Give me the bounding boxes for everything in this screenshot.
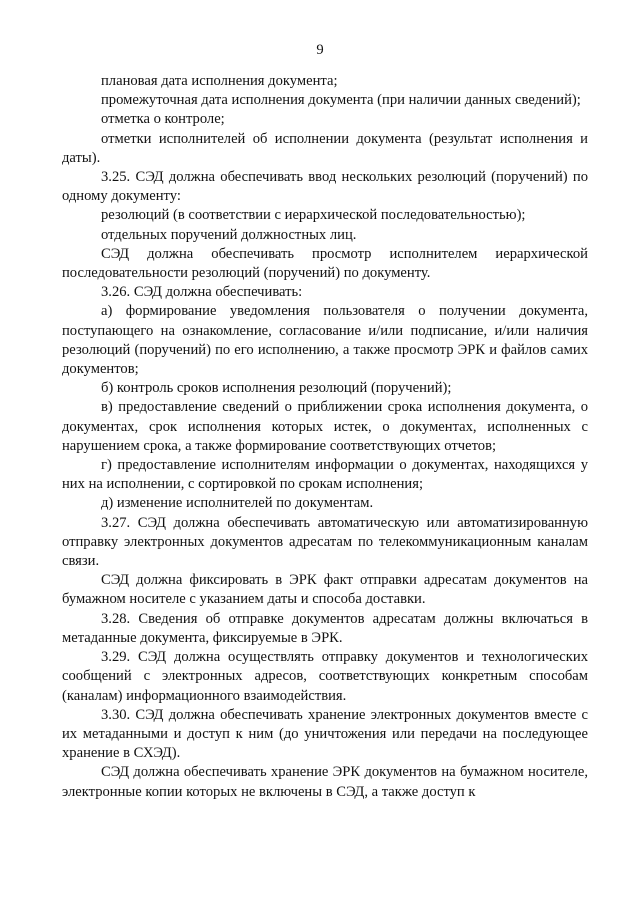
paragraph: отдельных поручений должностных лиц. — [101, 226, 357, 243]
paragraph: отметки исполнителей об исполнении документа (результат исполнения и даты). — [62, 130, 588, 166]
paragraph: 3.29. СЭД должна осуществлять отправку документов и технологических сообщений с электронных адресов, соответствующих конкретным способам (каналам) информационного взаимодействия. — [62, 649, 588, 704]
paragraph: СЭД должна обеспечивать хранение ЭРК документов на бумажном носителе, электронные копии которых не включены в СЭД, а также доступ к — [62, 764, 588, 800]
paragraph: СЭД должна обеспечивать просмотр исполнителем иерархической последовательности резолюций (поручений) по документу. — [62, 245, 588, 282]
paragraph: г) предоставление исполнителям информации о документах, находящихся у них на исполнении, с сортировкой по срокам исполнения; — [62, 457, 588, 493]
paragraph: 3.27. СЭД должна обеспечивать автоматическую или автоматизированную отправку электронных документов адресатам по телекоммуникационным каналам связи. — [62, 514, 588, 570]
paragraph: промежуточная дата исполнения документа (при наличии данных сведений); — [101, 92, 581, 109]
paragraph: а) формирование уведомления пользователя о получении документа, поступающего на ознакомление, согласование и/или подписание, и/или наличия резолюций (поручений) по его исполнению, а также просмотр ЭРК и файлов самих документов; — [62, 303, 588, 378]
paragraph: отметка о контроле; — [101, 111, 225, 128]
paragraph: 3.30. СЭД должна обеспечивать хранение электронных документов вместе с их метаданными и доступ к ним (до уничтожения или передачи на последующее хранение в СХЭД). — [62, 706, 588, 762]
paragraph: 3.25. СЭД должна обеспечивать ввод нескольких резолюций (поручений) по одному документу: — [62, 169, 588, 205]
paragraph: резолюций (в соответствии с иерархической последовательностью); — [101, 207, 526, 224]
paragraph: д) изменение исполнителей по документам. — [101, 495, 374, 512]
paragraph: плановая дата исполнения документа; — [101, 73, 338, 89]
paragraph: СЭД должна фиксировать в ЭРК факт отправки адресатам документов на бумажном носителе с указанием даты и способа доставки. — [62, 572, 588, 608]
paragraph: 3.26. СЭД должна обеспечивать: — [101, 284, 303, 301]
page-number: 9 — [316, 42, 324, 58]
document-body — [62, 72, 588, 802]
paragraph: 3.28. Сведения об отправке документов адресатам должны включаться в метаданные документа, фиксируемые в ЭРК. — [62, 610, 588, 646]
paragraph: в) предоставление сведений о приближении срока исполнения документа, о документах, срок исполнения которых истек, о документах, исполненных с нарушением срока, а также формирование соответствующих отчетов; — [62, 399, 588, 454]
paragraph: б) контроль сроков исполнения резолюций (поручений); — [101, 380, 452, 397]
